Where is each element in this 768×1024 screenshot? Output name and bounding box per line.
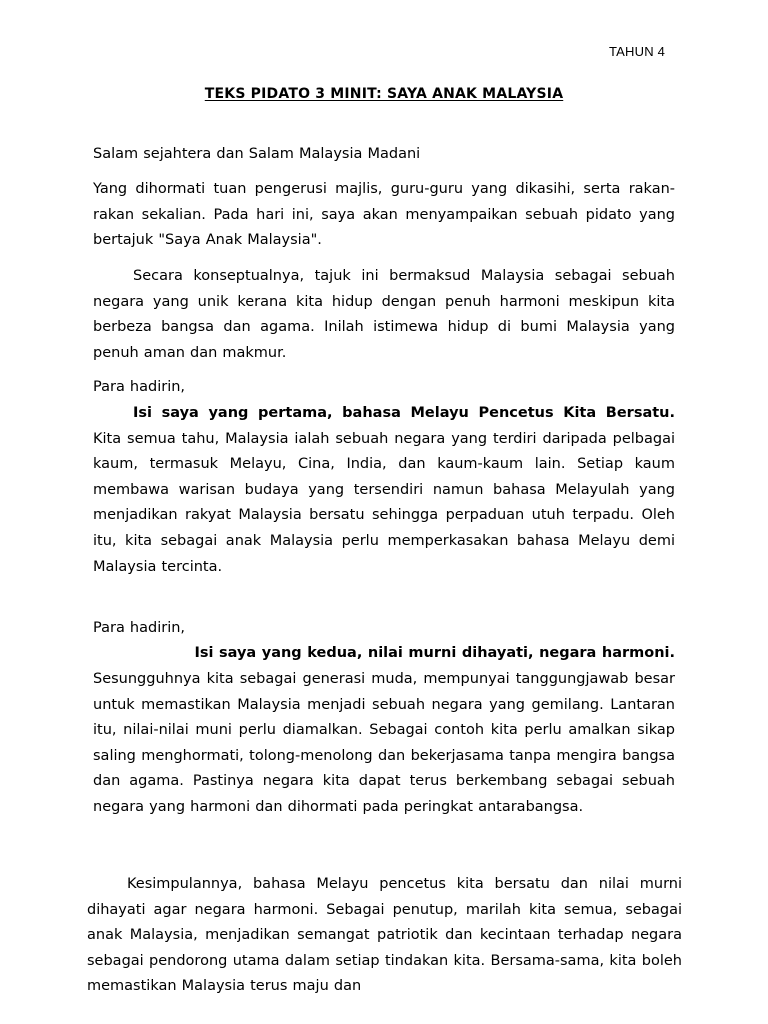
- conclusion-paragraph: Kesimpulannya, bahasa Melayu pencetus kita bersatu dan nilai murni dihayati agar negara harmoni. Sebagai penutup, marilah kita semua, sebagai anak Malaysia, menjadikan semangat patriotik dan kecintaan terhadap negara sebagai pendorong utama dalam setiap tindakan kita. Bersama-sama, kita boleh memastikan Malaysia terus maju dan: [87, 876, 682, 995]
- point1-lead: Isi saya yang pertama, bahasa Melayu Pencetus Kita Bersatu.: [133, 405, 675, 421]
- point2-body: Sesungguhnya kita sebagai generasi muda, mempunyai tanggungjawab besar untuk memastikan Malaysia menjadi sebuah negara yang gemilang. Lantaran itu, nilai-nilai muni perlu diamalkan. Sebagai contoh kita perlu amalkan sikap saling menghormati, tolong-menolong dan bekerjasama tanpa mengira bangsa dan agama. Pastinya negara kita dapat terus berkembang sebagai sebuah negara yang harmoni dan dihormati pada peringkat antarabangsa.: [93, 671, 675, 815]
- point1-salutation: Para hadirin,: [93, 379, 186, 395]
- concept-paragraph: Secara konseptualnya, tajuk ini bermaksud Malaysia sebagai sebuah negara yang unik kerana kita hidup dengan penuh harmoni meskipun kita berbeza bangsa dan agama. Inilah istimewa hidup di bumi Malaysia yang penuh aman dan makmur.: [93, 268, 675, 361]
- point1-paragraph: [93, 401, 675, 580]
- class-level-label: TAHUN 4: [609, 44, 666, 59]
- point2-salutation: Para hadirin,: [93, 620, 186, 636]
- speech-title: TEKS PIDATO 3 MINIT: SAYA ANAK MALAYSIA: [204, 86, 564, 102]
- greeting-line: Salam sejahtera dan Salam Malaysia Madani: [93, 146, 421, 162]
- point1-body: Kita semua tahu, Malaysia ialah sebuah negara yang terdiri daripada pelbagai kaum, termasuk Melayu, Cina, India, dan kaum-kaum lain. Setiap kaum membawa warisan budaya yang tersendiri namun bahasa Melayulah yang menjadikan rakyat Malaysia bersatu sehingga perpaduan utuh terpadu. Oleh itu, kita sebagai anak Malaysia perlu memperkasakan bahasa Melayu demi Malaysia tercinta.: [93, 430, 675, 575]
- point2-lead: Isi saya yang kedua, nilai murni dihayati, negara harmoni.: [194, 645, 675, 661]
- opening-paragraph: Yang dihormati tuan pengerusi majlis, guru-guru yang dikasihi, serta rakan-rakan sekalian. Pada hari ini, saya akan menyampaikan sebuah pidato yang bertajuk "Saya Anak Malaysia".: [93, 181, 675, 249]
